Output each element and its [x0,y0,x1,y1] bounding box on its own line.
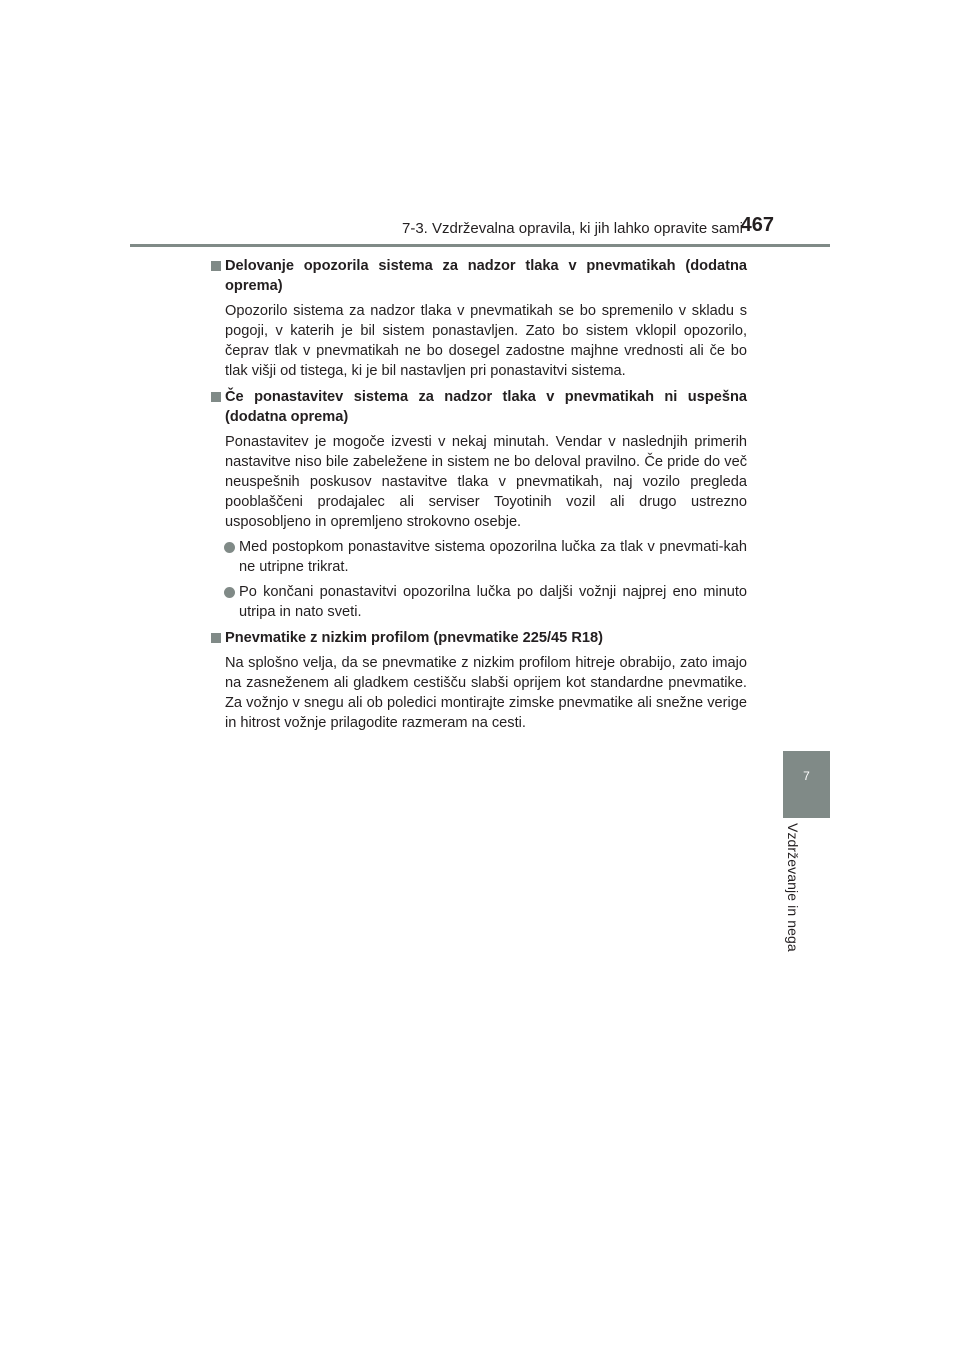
list-item-text: Po končani ponastavitvi opozorilna lučka po daljši vožnji najprej eno minuto utripa in nato sveti. [239,584,747,620]
section-tpms-warning [211,256,747,381]
chapter-title: Vzdrževanje in nega [785,823,801,952]
list-item-text: Med postopkom ponastavitve sistema opozorilna lučka za tlak v pnevmati-kah ne utripne trikrat. [239,539,747,575]
chapter-tab [783,751,830,818]
circle-bullet-icon [224,587,235,598]
circle-bullet-icon [224,542,235,553]
section-heading-text: Pnevmatike z nizkim profilom (pnevmatike 225/45 R18) [225,630,603,646]
section-paragraph: Ponastavitev je mogoče izvesti v nekaj minutah. Vendar v naslednjih primerih nastavitve niso bile zabeležene in sistem ne bo deloval pravilno. Če pride do več neuspešnih poskusov nastavitve tlaka v pnevmatikah, naj vozilo pregleda pooblaščeni prodajalec ali serviser Toyotinih vozil ali drugo ustrezno usposobljeno in opremljeno strokovno osebje. [225,434,747,530]
header-divider [130,244,830,247]
section-heading-text: Če ponastavitev sistema za nadzor tlaka v pnevmatikah ni uspešna (dodatna oprema) [225,389,747,425]
page-number: 467 [740,214,774,236]
section-title: 7-3. Vzdrževalna opravila, ki jih lahko opravite sami [402,220,743,237]
page-header [130,214,830,242]
section-paragraph: Na splošno velja, da se pnevmatike z nizkim profilom hitreje obrabijo, zato imajo na zasneženem ali gladkem cestišču slabši oprijem kot standardne pnevmatike. Za vožnjo v snegu ali ob poledici montirajte zimske pnevmatike ali snežne verige in hitrost vožnje prilagodite razmeram na cesti. [225,655,747,731]
section-heading [211,628,747,648]
section-paragraph: Opozorilo sistema za nadzor tlaka v pnevmatikah se bo spremenilo v skladu s pogoji, v katerih je bil sistem ponastavljen. Zato bo sistem vklopil opozorilo, čeprav tlak v pnevmatikah ne bo dosegel zadostne majhne vrednosti ali če bo tlak višji od tistega, ki je bil nastavljen pri ponastavitvi sistema. [225,303,747,379]
section-heading [211,256,747,296]
page-content [211,256,747,739]
section-heading-text: Delovanje opozorila sistema za nadzor tlaka v pnevmatikah (dodatna oprema) [225,258,747,294]
chapter-number: 7 [803,769,810,783]
square-bullet-icon [211,392,221,402]
list-item [211,582,747,622]
section-heading [211,387,747,427]
section-tpms-reset-failed [211,387,747,622]
section-low-profile-tires [211,628,747,733]
list-item [211,537,747,577]
square-bullet-icon [211,633,221,643]
square-bullet-icon [211,261,221,271]
chapter-label [785,823,825,963]
